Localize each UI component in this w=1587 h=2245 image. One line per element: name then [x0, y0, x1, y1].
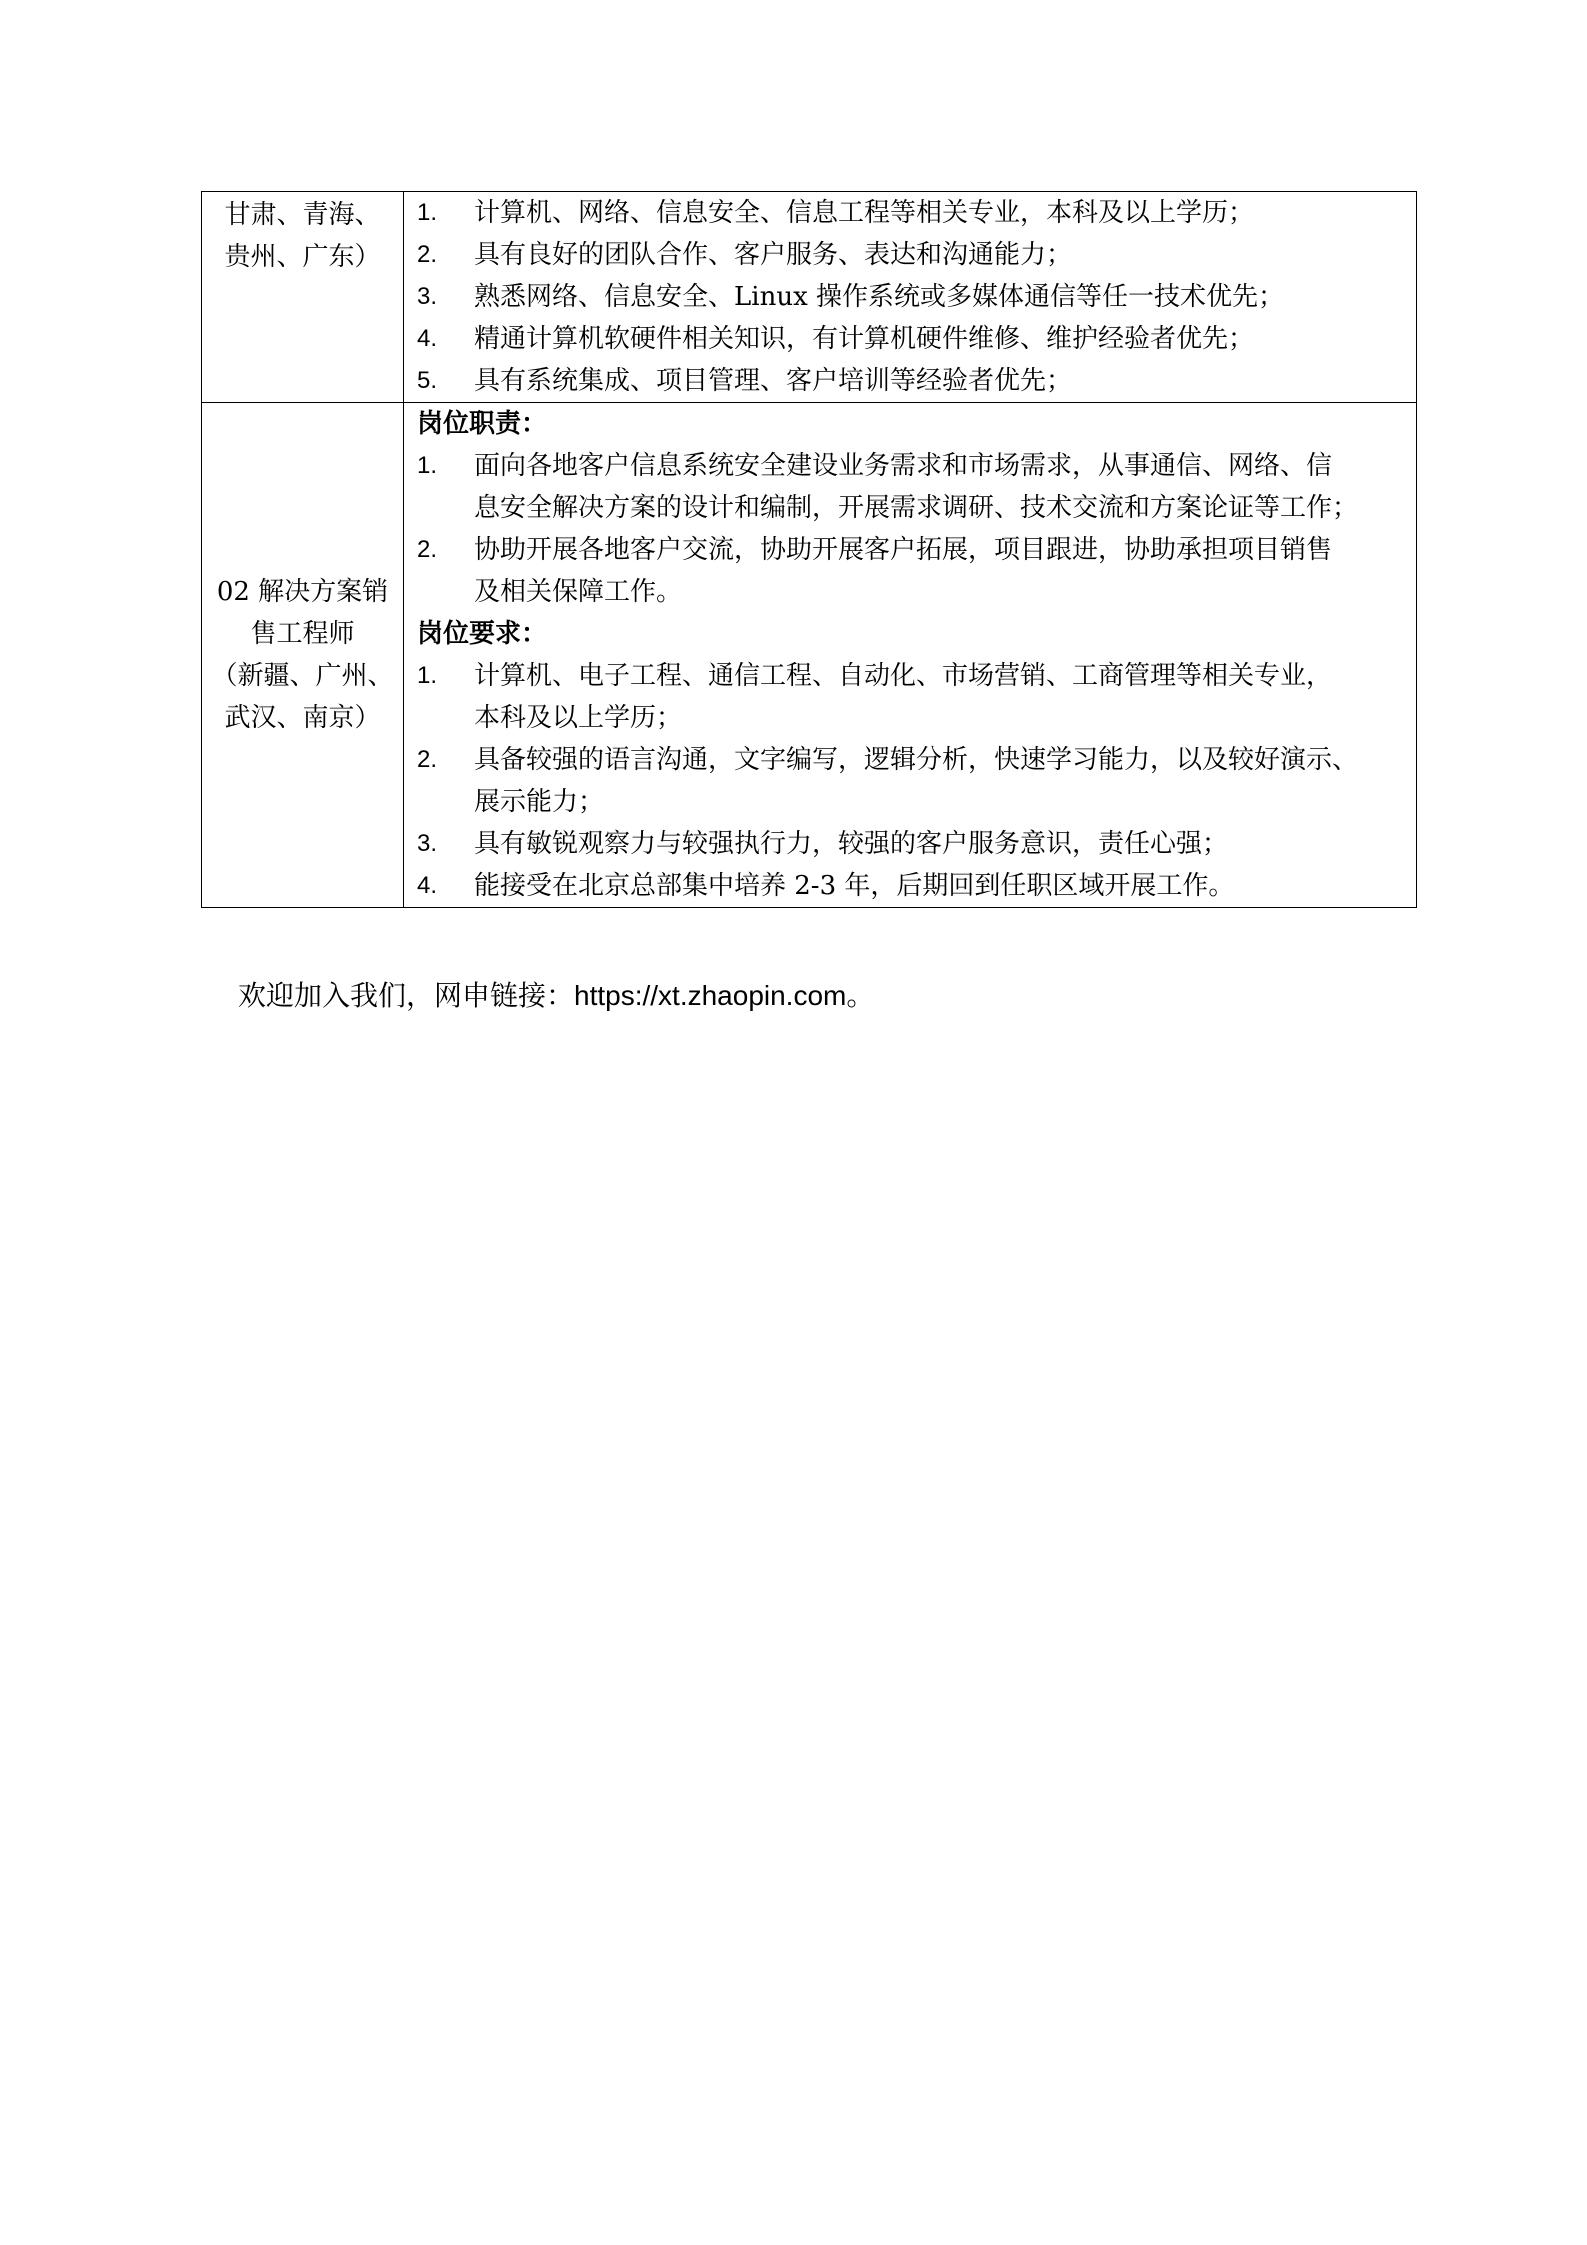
list-item [417, 234, 1404, 276]
item-number: 2. [417, 746, 438, 773]
list-item [417, 823, 1404, 865]
item-text [474, 655, 1404, 739]
item-text-line: 及相关保障工作。 [474, 577, 683, 607]
item-text-line: 协助开展各地客户交流，协助开展客户拓展，项目跟进，协助承担项目销售 [474, 535, 1333, 565]
location-line: 武汉、南京） [224, 703, 381, 733]
item-text [474, 529, 1404, 613]
position-title-line: 售工程师 [250, 619, 355, 649]
item-text: 计算机、网络、信息安全、信息工程等相关专业，本科及以上学历； [474, 198, 1255, 228]
list-item [417, 360, 1404, 402]
item-text-line: 计算机、电子工程、通信工程、自动化、市场营销、工商管理等相关专业， [474, 661, 1333, 691]
list-item [417, 192, 1404, 234]
item-number: 3. [417, 283, 438, 310]
duties-heading: 岗位职责： [417, 409, 548, 439]
item-number: 3. [417, 830, 438, 857]
requirements-cell [404, 192, 1417, 403]
item-number: 4. [417, 872, 438, 899]
list-item [417, 865, 1404, 907]
item-text-line: 具备较强的语言沟通，文字编写，逻辑分析，快速学习能力，以及较好演示、 [474, 745, 1359, 775]
location-line: 贵州、广东） [224, 242, 381, 272]
requirements-heading: 岗位要求： [417, 619, 548, 649]
job-details-cell [404, 403, 1417, 908]
list-item [417, 445, 1404, 529]
item-text-line: 息安全解决方案的设计和编制，开展需求调研、技术交流和方案论证等工作； [474, 493, 1359, 523]
item-number: 5. [417, 367, 438, 394]
item-number: 4. [417, 325, 438, 352]
item-number: 1. [417, 452, 438, 479]
item-text: 能接受在北京总部集中培养 2-3 年，后期回到任职区域开展工作。 [474, 871, 1235, 901]
item-text [474, 739, 1404, 823]
item-text-line: 面向各地客户信息系统安全建设业务需求和市场需求，从事通信、网络、信 [474, 451, 1333, 481]
item-number: 2. [417, 536, 438, 563]
location-cell [202, 192, 404, 403]
list-item [417, 739, 1404, 823]
item-text: 具有良好的团队合作、客户服务、表达和沟通能力； [474, 240, 1073, 270]
table-row [202, 192, 1417, 403]
item-text: 精通计算机软硬件相关知识，有计算机硬件维修、维护经验者优先； [474, 324, 1255, 354]
list-item [417, 529, 1404, 613]
list-item [417, 318, 1404, 360]
item-text-line: 展示能力； [474, 787, 605, 817]
application-link-text: 欢迎加入我们，网申链接：https://xt.zhaopin.com。 [238, 980, 875, 1011]
list-item [417, 276, 1404, 318]
job-table [201, 191, 1417, 908]
item-text: 熟悉网络、信息安全、Linux 操作系统或多媒体通信等任一技术优先； [474, 282, 1284, 312]
item-number: 1. [417, 662, 438, 689]
item-number: 1. [417, 199, 438, 226]
item-number: 2. [417, 241, 438, 268]
location-line: （新疆、广州、 [211, 661, 394, 691]
item-text: 具有敏锐观察力与较强执行力，较强的客户服务意识，责任心强； [474, 829, 1229, 859]
table-row [202, 403, 1417, 908]
item-text [474, 445, 1404, 529]
item-text: 具有系统集成、项目管理、客户培训等经验者优先； [474, 366, 1073, 396]
location-line: 甘肃、青海、 [224, 200, 381, 230]
position-title-cell [202, 403, 404, 908]
position-title-line: 02 解决方案销 [216, 577, 389, 607]
item-text-line: 本科及以上学历； [474, 703, 683, 733]
list-item [417, 655, 1404, 739]
